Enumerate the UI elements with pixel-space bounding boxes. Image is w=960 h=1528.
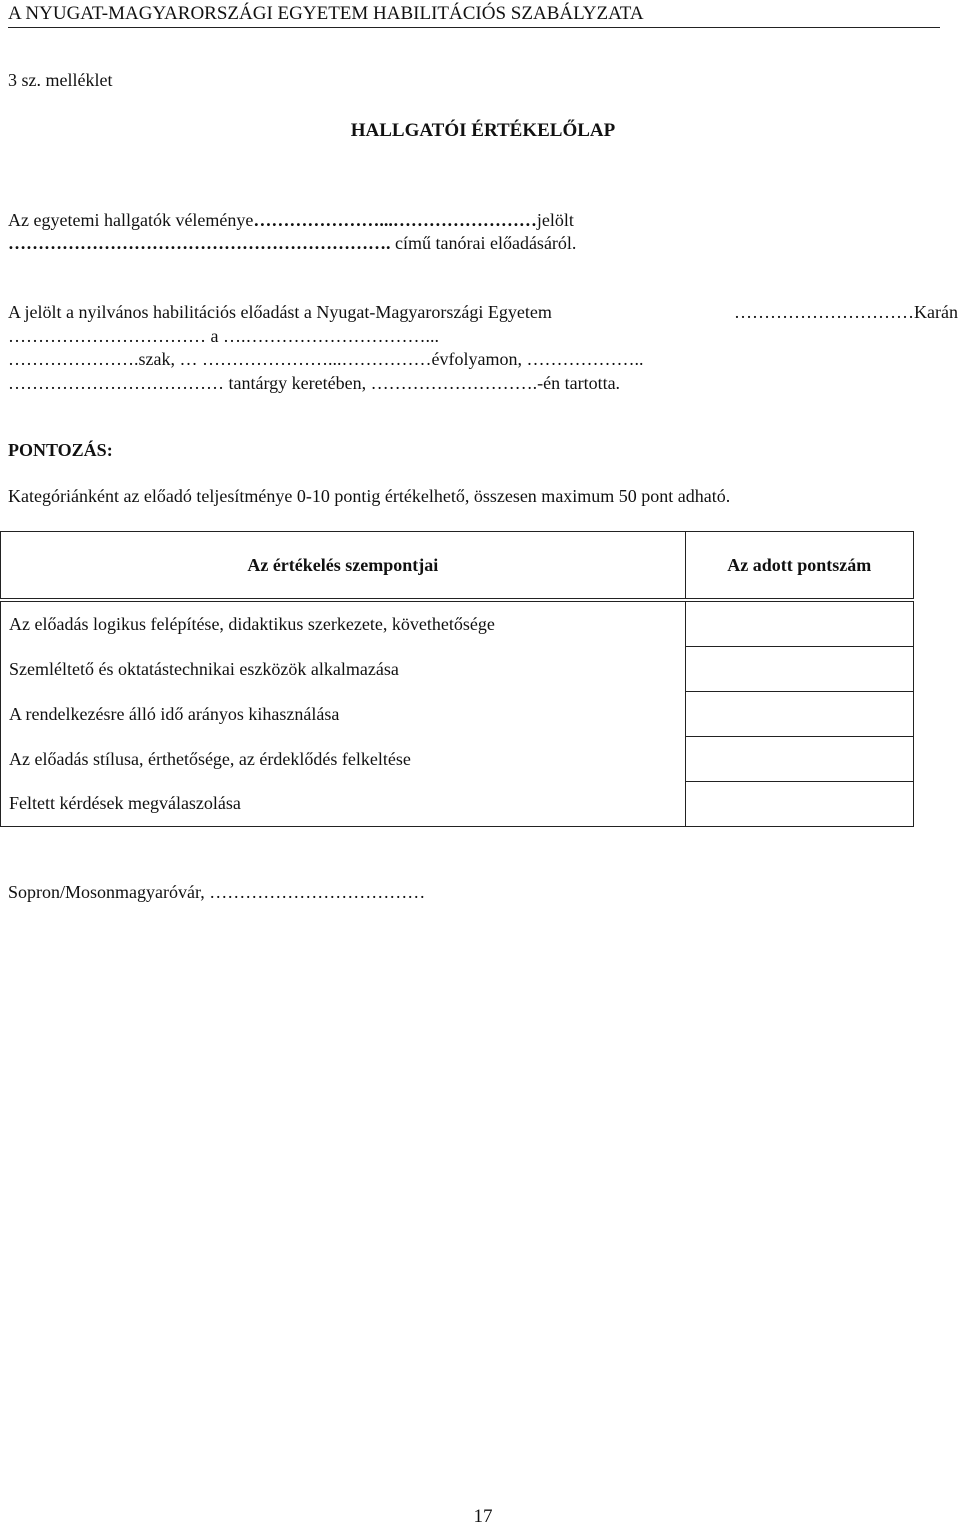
criterion-cell: Feltett kérdések megválaszolása <box>1 782 686 827</box>
running-header: A NYUGAT-MAGYARORSZÁGI EGYETEM HABILITÁCIÓS SZABÁLYZATA <box>8 3 940 28</box>
place-date-line <box>8 882 425 903</box>
statement-start: A jelölt a nyilvános habilitációs előadást a Nyugat-Magyarországi Egyetem <box>8 302 552 322</box>
criterion-cell: A rendelkezésre álló idő arányos kihasználása <box>1 692 686 737</box>
table-header-row <box>1 532 914 601</box>
criterion-cell: Szemléltető és oktatástechnikai eszközök alkalmazása <box>1 647 686 692</box>
score-cell[interactable] <box>685 647 913 692</box>
criterion-cell: Az előadás logikus felépítése, didaktikus szerkezete, követhetősége <box>1 600 686 647</box>
header-criteria: Az értékelés szempontjai <box>1 532 686 601</box>
date-blank-dots: ……………………………… <box>209 882 426 902</box>
document-title: HALLGATÓI ÉRTÉKELŐLAP <box>350 120 616 141</box>
table-row <box>1 647 914 692</box>
intro-text <box>8 210 574 231</box>
score-cell[interactable] <box>685 737 913 782</box>
title-blank-dots: ………………………………………………………. <box>8 233 391 253</box>
intro-end: jelölt <box>536 210 574 230</box>
statement-line-1 <box>8 302 958 323</box>
intro-line-1 <box>8 210 958 231</box>
intro-line-2-end: című tanórai előadásáról. <box>390 233 577 253</box>
table-row <box>1 692 914 737</box>
score-cell[interactable] <box>685 692 913 737</box>
statement-line-3: ………………….szak, … …………………...……………évfolyamon, ……………….. <box>8 349 644 369</box>
intro-line-2 <box>8 233 576 254</box>
score-cell[interactable] <box>685 782 913 827</box>
scoring-label: PONTOZÁS: <box>8 440 113 460</box>
header-score: Az adott pontszám <box>685 532 913 601</box>
table-row <box>1 737 914 782</box>
statement-faculty-end: Karán <box>914 302 958 322</box>
place-label: Sopron/Mosonmagyaróvár, <box>8 882 210 902</box>
criteria-table <box>0 531 914 827</box>
table-row <box>1 782 914 827</box>
annex-label: 3 sz. melléklet <box>8 70 113 90</box>
page-number: 17 <box>473 1506 493 1527</box>
score-cell[interactable] <box>685 600 913 647</box>
criterion-cell: Az előadás stílusa, érthetősége, az érdeklődés felkeltése <box>1 737 686 782</box>
statement-line-2: …………………………… a ….…………………………... <box>8 326 439 346</box>
faculty-blank-dots: ………………………… <box>734 302 915 322</box>
statement-line-4: ……………………………… tantárgy keretében, ……………………….-én tartotta. <box>8 373 621 393</box>
scoring-text: Kategóriánként az előadó teljesítménye 0-10 pontig értékelhető, összesen maximum 50 pont adható. <box>8 486 731 506</box>
intro-dots: …………………...…………………… <box>253 210 537 230</box>
table-row <box>1 600 914 647</box>
intro-start: Az egyetemi hallgatók véleménye <box>8 210 254 230</box>
